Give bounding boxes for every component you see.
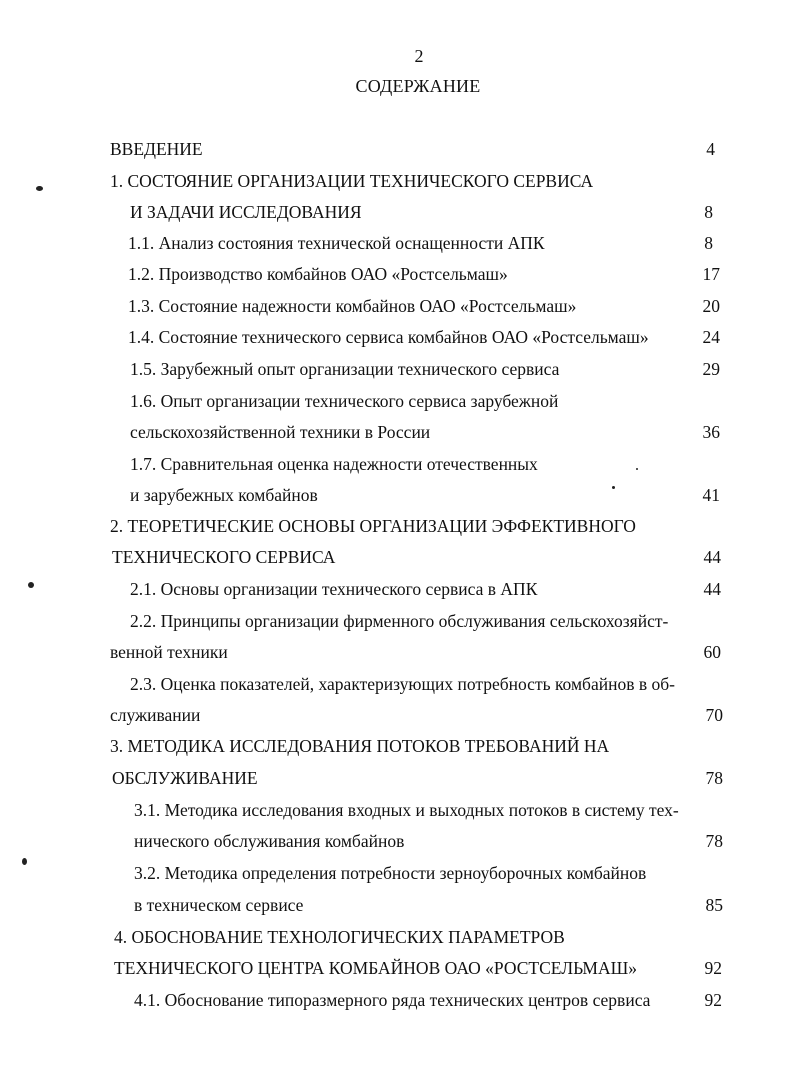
toc-chapter-3-line-2: ОБСЛУЖИВАНИЕ — [112, 768, 258, 788]
toc-section-2-1: 2.1. Основы организации технического сервиса в АПК — [130, 579, 538, 599]
toc-section-1-5: 1.5. Зарубежный опыт организации технического сервиса — [130, 359, 560, 379]
toc-page-2-3: 70 — [705, 705, 723, 725]
toc-page-1-4: 24 — [702, 327, 720, 347]
toc-page-chapter-1: 8 — [704, 202, 713, 222]
toc-section-1-7-line-1: 1.7. Сравнительная оценка надежности отечественных — [130, 454, 538, 474]
toc-page-chapter-2: 44 — [703, 547, 721, 567]
toc-page-intro: 4 — [706, 139, 715, 159]
toc-section-1-7-line-2: и зарубежных комбайнов — [130, 485, 318, 505]
toc-chapter-4-line-2: ТЕХНИЧЕСКОГО ЦЕНТРА КОМБАЙНОВ ОАО «РОСТСЕЛЬМАШ» — [114, 958, 638, 978]
toc-page-2-2: 60 — [703, 642, 721, 662]
scan-speck — [28, 582, 34, 588]
toc-chapter-1-line-2: И ЗАДАЧИ ИССЛЕДОВАНИЯ — [130, 202, 362, 222]
toc-page-3-1: 78 — [705, 831, 723, 851]
toc-section-4-1: 4.1. Обоснование типоразмерного ряда технических центров сервиса — [134, 990, 651, 1010]
toc-page-4-1: 92 — [704, 990, 722, 1010]
toc-section-1-1: 1.1. Анализ состояния технической оснащенности АПК — [128, 233, 545, 253]
toc-section-3-1-line-2: нического обслуживания комбайнов — [134, 831, 405, 851]
toc-chapter-2-line-2: ТЕХНИЧЕСКОГО СЕРВИСА — [112, 547, 336, 567]
toc-entry-intro: ВВЕДЕНИЕ — [110, 139, 203, 159]
toc-page-1-6: 36 — [702, 422, 720, 442]
toc-chapter-1-line-1: 1. СОСТОЯНИЕ ОРГАНИЗАЦИИ ТЕХНИЧЕСКОГО СЕРВИСА — [110, 171, 594, 191]
toc-page-1-7: 41 — [702, 485, 720, 505]
toc-page-2-1: 44 — [703, 579, 721, 599]
toc-section-1-4: 1.4. Состояние технического сервиса комбайнов ОАО «Ростсельмаш» — [128, 327, 649, 347]
toc-section-3-1-line-1: 3.1. Методика исследования входных и выходных потоков в систему тех- — [134, 800, 679, 820]
toc-section-1-3: 1.3. Состояние надежности комбайнов ОАО «Ростсельмаш» — [128, 296, 577, 316]
toc-section-3-2-line-1: 3.2. Методика определения потребности зерноуборочных комбайнов — [134, 863, 647, 883]
toc-page-1-2: 17 — [702, 264, 720, 284]
scan-speck — [636, 468, 638, 470]
toc-title: СОДЕРЖАНИЕ — [355, 76, 481, 96]
toc-page-1-1: 8 — [704, 233, 713, 253]
toc-page-chapter-3: 78 — [705, 768, 723, 788]
toc-section-1-2: 1.2. Производство комбайнов ОАО «Ростсельмаш» — [128, 264, 508, 284]
toc-section-2-2-line-2: венной техники — [110, 642, 228, 662]
scan-speck — [36, 186, 43, 191]
scan-speck — [612, 486, 615, 489]
toc-chapter-2-line-1: 2. ТЕОРЕТИЧЕСКИЕ ОСНОВЫ ОРГАНИЗАЦИИ ЭФФЕКТИВНОГО — [110, 516, 636, 536]
toc-page-chapter-4: 92 — [704, 958, 722, 978]
toc-section-2-2-line-1: 2.2. Принципы организации фирменного обслуживания сельскохозяйст- — [130, 611, 669, 631]
toc-page-3-2: 85 — [705, 895, 723, 915]
toc-page-1-3: 20 — [702, 296, 720, 316]
toc-page-1-5: 29 — [702, 359, 720, 379]
toc-section-1-6-line-2: сельскохозяйственной техники в России — [130, 422, 431, 442]
page-number: 2 — [414, 46, 424, 66]
toc-section-2-3-line-1: 2.3. Оценка показателей, характеризующих потребность комбайнов в об- — [130, 674, 675, 694]
toc-section-3-2-line-2: в техническом сервисе — [134, 895, 304, 915]
toc-chapter-3-line-1: 3. МЕТОДИКА ИССЛЕДОВАНИЯ ПОТОКОВ ТРЕБОВАНИЙ НА — [110, 736, 610, 756]
toc-chapter-4-line-1: 4. ОБОСНОВАНИЕ ТЕХНОЛОГИЧЕСКИХ ПАРАМЕТРОВ — [114, 927, 565, 947]
scan-speck — [22, 858, 27, 865]
toc-section-1-6-line-1: 1.6. Опыт организации технического сервиса зарубежной — [130, 391, 559, 411]
toc-section-2-3-line-2: служивании — [110, 705, 201, 725]
